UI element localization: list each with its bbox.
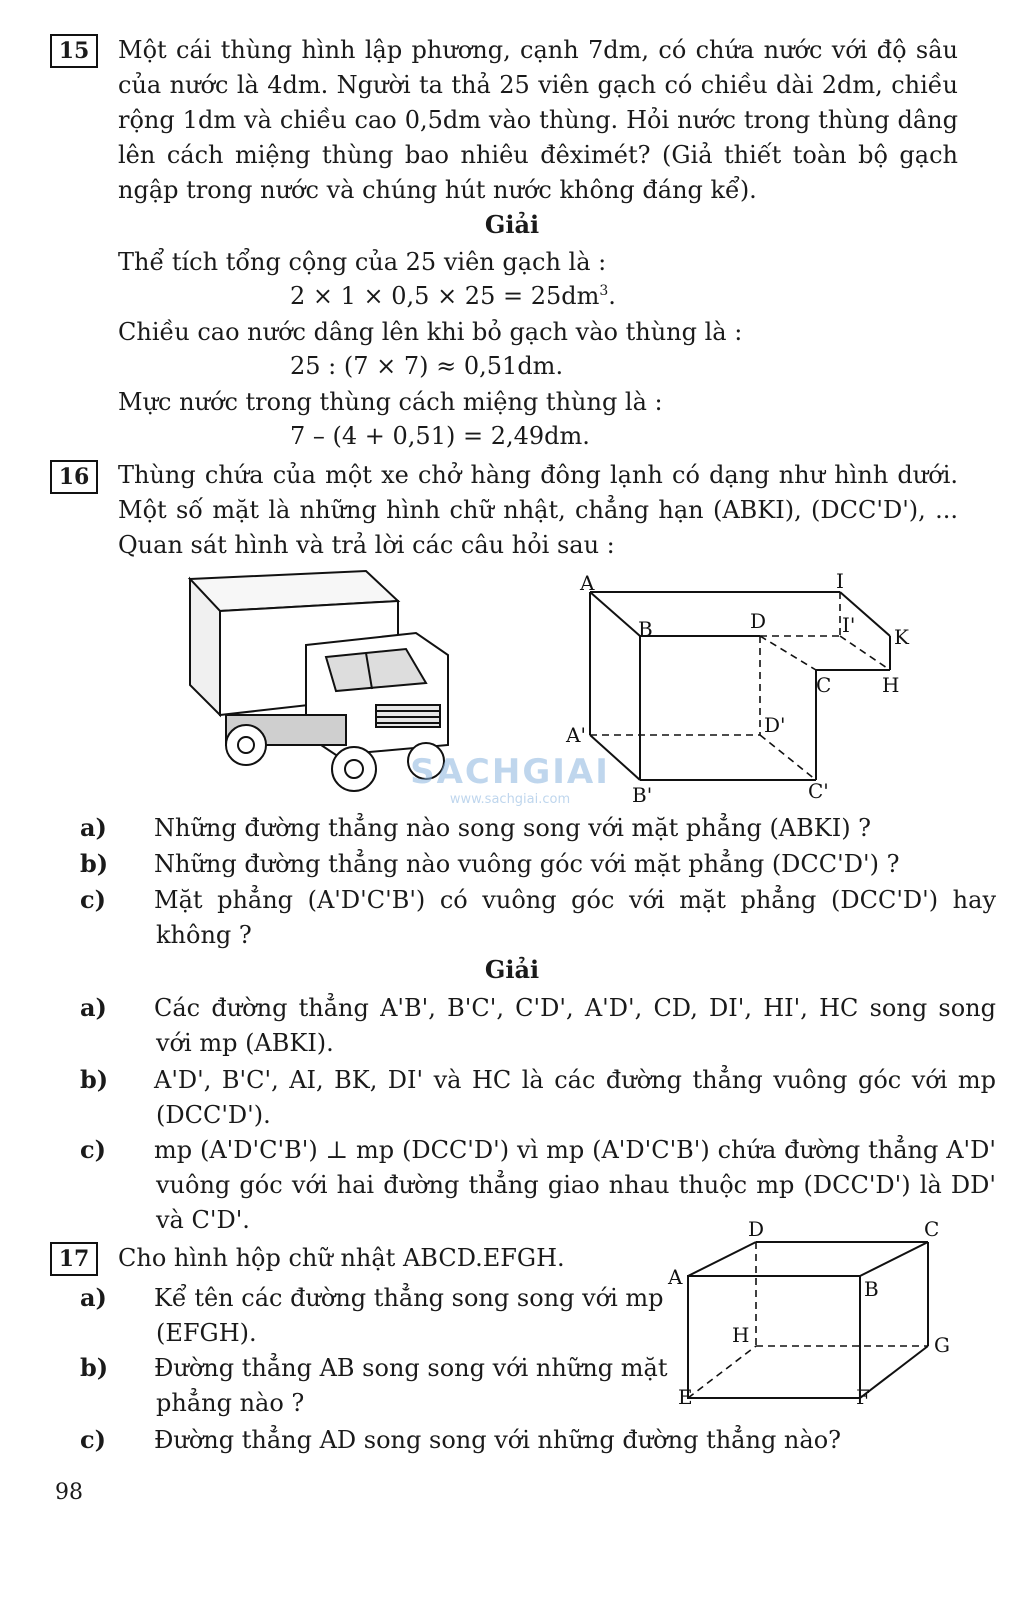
box-label-C: C: [924, 1218, 940, 1241]
q-label: a): [80, 1283, 107, 1312]
problem-17-text: Cho hình hộp chữ nhật ABCD.EFGH.: [118, 1244, 565, 1272]
p17-question-c: [80, 1422, 996, 1458]
q-label: c): [80, 1425, 106, 1454]
q-text: Đường thẳng AD song song với những đường thẳng nào?: [154, 1426, 842, 1454]
a-text: Các đường thẳng A'B', B'C', C'D', A'D', CD, DI', HI', HC song song với mp (ABKI).: [154, 994, 996, 1057]
label-I: I: [836, 570, 844, 593]
p17-question-b: [80, 1350, 676, 1421]
label-A: A: [580, 571, 595, 595]
a-label: c): [80, 1135, 106, 1164]
page-number: 98: [55, 1480, 83, 1505]
solution-heading-16: Giải: [484, 955, 540, 984]
problem-number-16: 16: [50, 460, 98, 494]
p16-answer-b: [80, 1062, 996, 1133]
problem-number-17: 17: [50, 1242, 98, 1276]
calc-3: 7 – (4 + 0,51) = 2,49dm.: [290, 422, 590, 450]
problem-15-text: Một cái thùng hình lập phương, cạnh 7dm, có chứa nước với độ sâu của nước là 4dm. Người ta thả 25 viên gạch có chiều dài 2dm, chiều rộng 1dm và chiều cao 0,5dm vào thùng. Hỏi nước trong thùng dâng lên cách miệng thùng bao nhiêu đêximét? (Giả thiết toàn bộ gạch ngập trong nước và chúng hút nước không đáng kể).: [118, 36, 958, 204]
p16-answer-a: [80, 990, 996, 1061]
problem-number-15: 15: [50, 34, 98, 68]
problem-16-text: Thùng chứa của một xe chở hàng đông lạnh có dạng như hình dưới. Một số mặt là những hình chữ nhật, chẳng hạn (ABKI), (DCC'D'), ... Quan sát hình và trả lời các câu hỏi sau :: [118, 461, 958, 559]
p17-question-a: [80, 1280, 676, 1351]
calc-1-main: 2 × 1 × 0,5 × 25 = 25dm: [290, 282, 600, 310]
calc-1: [290, 282, 616, 310]
label-K: K: [894, 625, 909, 649]
q-label: c): [80, 885, 106, 914]
box-label-D: D: [748, 1218, 765, 1241]
solution-step-3: Mực nước trong thùng cách miệng thùng là :: [118, 388, 663, 416]
q-text: Kể tên các đường thẳng song song với mp (EFGH).: [154, 1284, 664, 1347]
solution-step-2: Chiều cao nước dâng lên khi bỏ gạch vào thùng là :: [118, 318, 743, 346]
box-label-A: A: [668, 1265, 683, 1289]
label-D-prime: D': [764, 713, 786, 737]
watermark-url: www.sachgiai.com: [449, 792, 571, 807]
q-text: Mặt phẳng (A'D'C'B') có vuông góc với mặt phẳng (DCC'D') hay không ?: [154, 886, 996, 949]
q-label: a): [80, 813, 107, 842]
label-A-prime: A': [566, 723, 586, 747]
watermark: [410, 752, 610, 807]
box-label-B: B: [864, 1277, 879, 1301]
p16-question-b: [80, 846, 996, 882]
container-diagram: [560, 570, 930, 810]
p16-question-c: [80, 882, 996, 953]
calc-1-sup: 3: [599, 283, 609, 299]
calc-2: 25 : (7 × 7) ≈ 0,51dm.: [290, 352, 564, 380]
q-text: Đường thẳng AB song song với những mặt phẳng nào ?: [154, 1354, 668, 1417]
q-label: b): [80, 849, 109, 878]
calc-1-end: .: [608, 282, 616, 310]
q-text: Những đường thẳng nào vuông góc với mặt phẳng (DCC'D') ?: [154, 850, 900, 878]
a-text: A'D', B'C', AI, BK, DI' và HC là các đường thẳng vuông góc với mp (DCC'D').: [154, 1066, 996, 1129]
label-B-prime: B': [632, 783, 653, 807]
box-label-H: H: [732, 1323, 750, 1347]
box-label-E: E: [678, 1385, 693, 1408]
label-D: D: [750, 609, 767, 633]
a-text: mp (A'D'C'B') ⊥ mp (DCC'D') vì mp (A'D'C'B') chứa đường thẳng A'D' vuông góc với hai đường thẳng giao nhau thuộc mp (DCC'D') là DD' và C'D'.: [154, 1136, 996, 1234]
box-diagram: [660, 1218, 970, 1408]
label-I-prime: I': [842, 613, 856, 637]
watermark-brand: SACHGIAI: [410, 752, 610, 792]
solution-heading-15: Giải: [484, 210, 540, 239]
label-H: H: [882, 673, 900, 697]
box-label-G: G: [934, 1333, 950, 1357]
solution-step-1: Thể tích tổng cộng của 25 viên gạch là :: [118, 248, 607, 276]
a-label: b): [80, 1065, 109, 1094]
q-text: Những đường thẳng nào song song với mặt phẳng (ABKI) ?: [154, 814, 872, 842]
a-label: a): [80, 993, 107, 1022]
label-B: B: [638, 617, 653, 641]
p16-question-a: [80, 810, 996, 846]
q-label: b): [80, 1353, 109, 1382]
label-C: C: [816, 673, 832, 697]
box-label-F: F: [856, 1385, 870, 1408]
label-C-prime: C': [808, 779, 829, 803]
